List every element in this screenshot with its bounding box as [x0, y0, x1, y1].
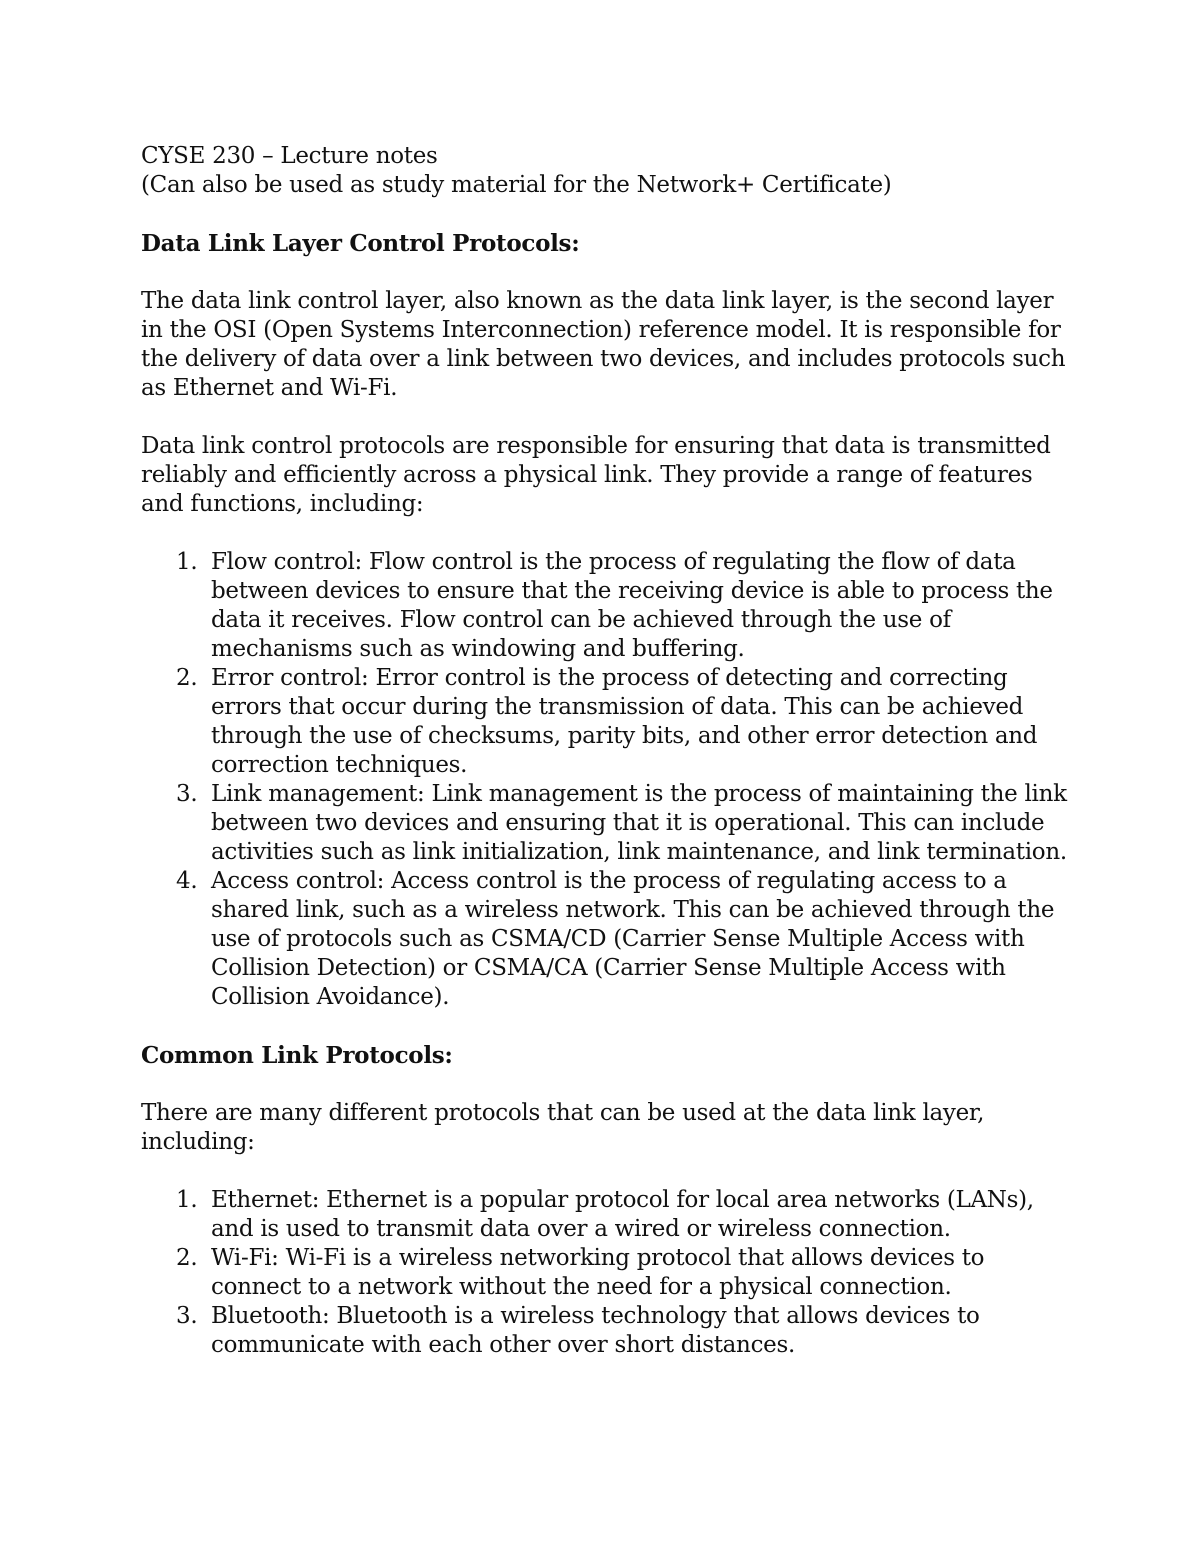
list-item-number: 3.: [176, 781, 198, 807]
list-item-text: Bluetooth: Bluetooth is a wireless technology that allows devices to communicate with each other over short distances.: [211, 1303, 980, 1358]
paragraph-protocols-intro: There are many different protocols that can be used at the data link layer, including:: [141, 1100, 985, 1155]
list-item-text: Wi-Fi: Wi-Fi is a wireless networking protocol that allows devices to connect to a network without the need for a physical connection.: [211, 1245, 985, 1300]
protocols-list: [141, 1186, 1081, 1360]
list-item-number: 2.: [176, 665, 198, 691]
list-item-number: 1.: [176, 549, 198, 575]
list-item: [141, 664, 1081, 780]
list-item-number: 3.: [176, 1303, 198, 1329]
paragraph-functions: Data link control protocols are responsible for ensuring that data is transmitted reliably and efficiently across a physical link. They provide a range of features and functions, including:: [141, 433, 1051, 517]
list-item: [141, 780, 1081, 867]
list-item-number: 1.: [176, 1187, 198, 1213]
section-heading-common-link-protocols: Common Link Protocols:: [141, 1042, 453, 1069]
course-title: CYSE 230 – Lecture notes: [141, 143, 438, 169]
document-page: [141, 142, 1081, 1360]
list-item-number: 2.: [176, 1245, 198, 1271]
paragraph-intro: The data link control layer, also known as the data link layer, is the second layer in the OSI (Open Systems Interconnection) reference model. It is responsible for the delivery of data over a link between two devices, and includes protocols such as Ethernet and Wi-Fi.: [141, 288, 1066, 401]
list-item: [141, 1302, 1081, 1360]
document-subtitle: (Can also be used as study material for the Network+ Certificate): [141, 172, 892, 198]
list-item-text: Access control: Access control is the process of regulating access to a shared link, such as a wireless network. This can be achieved through the use of protocols such as CSMA/CD (Carrier Sense Multiple Access with Collision Detection) or CSMA/CA (Carrier Sense Multiple Access with Collision Avoidance).: [211, 868, 1055, 1010]
list-item: [141, 1186, 1081, 1244]
list-item: [141, 548, 1081, 664]
list-item-text: Flow control: Flow control is the process of regulating the flow of data between devices to ensure that the receiving device is able to process the data it receives. Flow control can be achieved through the use of mechanisms such as windowing and buffering.: [211, 549, 1053, 662]
list-item: [141, 1244, 1081, 1302]
list-item-number: 4.: [176, 868, 198, 894]
list-item: [141, 867, 1081, 1012]
section-heading-data-link-layer: Data Link Layer Control Protocols:: [141, 230, 580, 257]
functions-list: [141, 548, 1081, 1012]
list-item-text: Ethernet: Ethernet is a popular protocol for local area networks (LANs), and is used to transmit data over a wired or wireless connection.: [211, 1187, 1034, 1242]
list-item-text: Error control: Error control is the process of detecting and correcting errors that occur during the transmission of data. This can be achieved through the use of checksums, parity bits, and other error detection and correction techniques.: [211, 665, 1038, 778]
list-item-text: Link management: Link management is the process of maintaining the link between two devices and ensuring that it is operational. This can include activities such as link initialization, link maintenance, and link termination.: [211, 781, 1067, 865]
